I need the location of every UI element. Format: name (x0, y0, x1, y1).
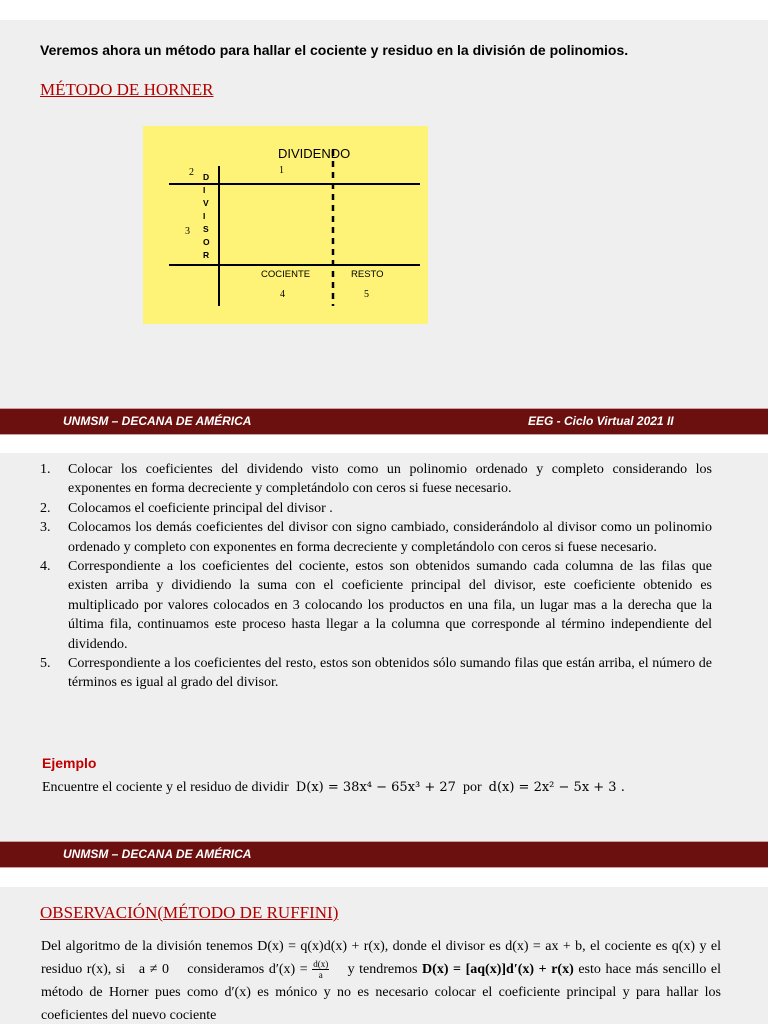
fraction (312, 959, 329, 980)
ejemplo-label: Ejemplo (42, 755, 97, 771)
divisor-letter: O (203, 237, 210, 247)
step-item (40, 654, 712, 693)
dividend-expression: D(x) = 38x⁴ − 65x³ + 27 (295, 780, 456, 795)
steps-list (40, 460, 712, 693)
fraction-denominator: a (318, 970, 323, 981)
divisor-letter: S (203, 224, 209, 234)
mark-4: 4 (280, 289, 285, 300)
divisor-letter: D (203, 172, 210, 182)
step-item (40, 557, 712, 654)
ruffini-text-2: consideramos d′(x) = (187, 962, 308, 977)
fraction-numerator: d(x) (313, 959, 329, 970)
step-item (40, 499, 712, 518)
intro-text: Veremos ahora un método para hallar el cociente y residuo en la división de polinomios. (40, 42, 629, 58)
horner-scheme-svg (143, 126, 428, 324)
step-text: Correspondiente a los coeficientes del resto, estos son obtenidos sólo sumando filas que están arriba, el número de términos es igual al grado del divisor. (68, 656, 712, 691)
ruffini-text-1: Del algoritmo de la división tenemos D(x) = q(x)d(x) + r(x), donde el divisor es d(x) = ax + b, el cociente es q(x) y el residuo r(x), si (41, 939, 721, 977)
step-item (40, 460, 712, 499)
ruffini-text-3: y tendremos (347, 962, 418, 977)
divisor-letter: R (203, 250, 210, 260)
step-number: 2. (40, 500, 51, 516)
ruffini-bold-equation: D(x) = [aq(x)]d′(x) + r(x) (422, 962, 574, 977)
mark-2: 2 (189, 167, 194, 178)
ruffini-condition: a ≠ 0 (138, 962, 169, 977)
horner-diagram (143, 126, 428, 324)
divisor-label (203, 172, 210, 260)
ruffini-title: OBSERVACIÓN(MÉTODO DE RUFFINI) (40, 903, 339, 922)
connector-word: por (462, 780, 482, 795)
step-text: Colocamos el coeficiente principal del divisor . (68, 500, 333, 516)
step-text: Colocar los coeficientes del dividendo visto como un polinomio ordenado y completo considerando los exponentes en forma decreciente y completándolo con ceros si fuese necesario. (68, 462, 712, 497)
dividendo-label: DIVIDENDO (278, 146, 351, 161)
mark-5: 5 (364, 289, 369, 300)
cociente-label: COCIENTE (261, 269, 311, 280)
footer-left-text: UNMSM – DECANA DE AMÉRICA (63, 414, 252, 428)
resto-label: RESTO (351, 269, 384, 280)
exercise-prefix: Encuentre el cociente y el residuo de dividir (42, 780, 289, 795)
divisor-letter: I (203, 211, 206, 221)
ruffini-paragraph (41, 935, 721, 1027)
footer-bar (0, 408, 768, 435)
footer-bar-2 (0, 841, 768, 868)
step-item (40, 518, 712, 557)
divisor-expression: d(x) = 2x² − 5x + 3 . (488, 780, 625, 795)
mark-3: 3 (185, 226, 190, 237)
slide-ruffini (0, 887, 768, 1024)
step-text: Colocamos los demás coeficientes del divisor con signo cambiado, considerándolo al divisor como un polinomio ordenado y completo con exponentes en forma decreciente y completándolo con ceros si fuese necesario. (68, 520, 712, 555)
slide-horner-steps (0, 453, 768, 841)
step-number: 4. (40, 559, 51, 575)
divisor-letter: V (203, 198, 209, 208)
horner-title: MÉTODO DE HORNER (40, 80, 214, 99)
ruffini-text-4: esto hace más sencillo el método de Horner pues como d′(x) es mónico y no es necesario colocar el coeficiente principal y para hallar los coeficientes del nuevo cociente (41, 962, 722, 1023)
divisor-letter: I (203, 185, 206, 195)
footer-right-text: EEG - Ciclo Virtual 2021 II (528, 414, 674, 428)
mark-1: 1 (279, 165, 284, 176)
step-number: 1. (40, 462, 51, 477)
step-number: 3. (40, 520, 51, 536)
footer-left-text-2: UNMSM – DECANA DE AMÉRICA (63, 847, 252, 861)
step-number: 5. (40, 656, 51, 672)
exercise-statement (42, 780, 625, 796)
slide-horner-intro (0, 20, 768, 409)
step-text: Correspondiente a los coeficientes del cociente, estos son obtenidos sumando cada columna de las filas que existen arriba y dividiendo la suma con el coeficiente principal del divisor, este coeficiente obtenido es multiplicado por valores colocados en 3 colocando los productos en una fila, un lugar mas a la derecha que la última fila, continuamos este proceso hasta llegar a la columna que corresponde al término independiente del dividendo. (68, 559, 712, 652)
